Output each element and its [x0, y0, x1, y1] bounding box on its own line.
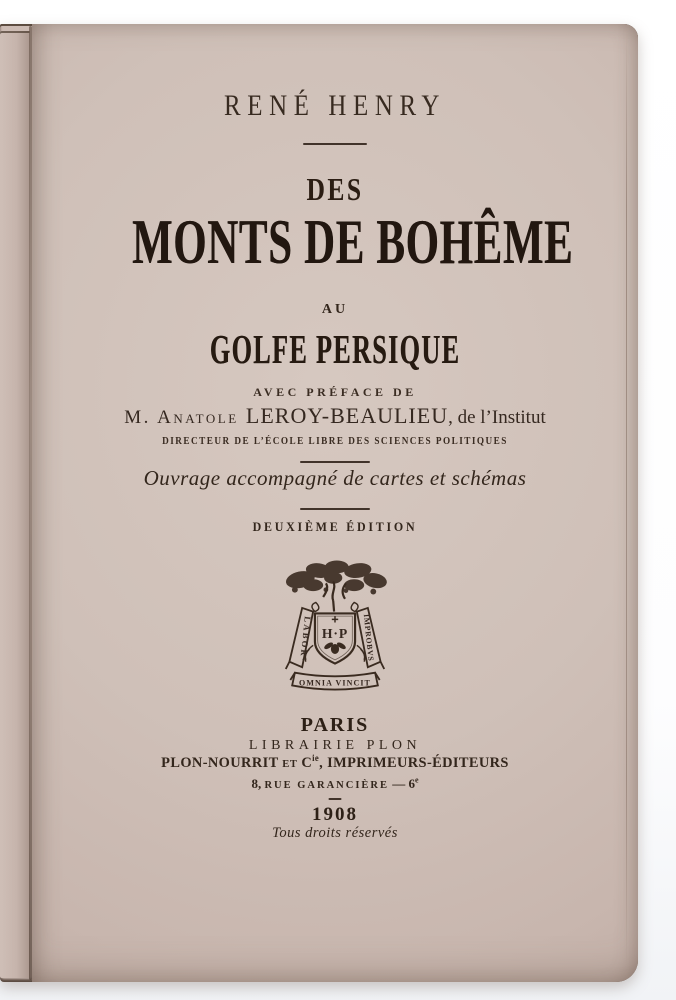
emblem-monogram: H·P: [321, 626, 349, 642]
author-name: RENÉ HENRY: [223, 89, 447, 122]
title-line-golfe: GOLFE PERSIQUE: [209, 326, 461, 372]
emblem-bee: [323, 641, 347, 654]
address-number: 8,: [251, 776, 265, 791]
book: [0, 24, 638, 982]
title-line-des: DES: [306, 171, 364, 207]
imprint-printer: [44, 753, 626, 771]
publisher-device-emblem: [32, 555, 638, 706]
page-fore-edge: [626, 38, 627, 966]
facing-page-edge: [0, 31, 30, 978]
preface-author-role: DIRECTEUR DE L’ÉCOLE LIBRE DES SCIENCES POLITIQUES: [162, 436, 508, 447]
emblem-ribbon-left-text: LABOR·: [298, 615, 313, 664]
printer-et: ET: [282, 758, 298, 770]
preface-author-name: LEROY-BEAULIEU: [245, 403, 449, 428]
title-line-au: AU: [321, 302, 349, 317]
divider-rule-note: [300, 508, 370, 510]
imprint-address: [32, 777, 638, 792]
printer-mark-icon: [273, 555, 397, 701]
preface-intro: AVEC PRÉFACE DE: [253, 385, 417, 399]
imprint-city: PARIS: [300, 714, 370, 736]
divider-rule-year: [329, 798, 342, 800]
divider-rule-preface: [300, 461, 370, 463]
printer-superscript: ie: [312, 753, 320, 763]
preface-author-suffix: , de l’Institut: [448, 407, 546, 428]
imprint-year: 1908: [312, 804, 358, 825]
edition-statement: DEUXIÈME ÉDITION: [252, 519, 418, 534]
emblem-ribbon-right-text: IMPROBVS: [361, 613, 376, 662]
divider-rule-author: [303, 143, 367, 145]
emblem-trunk: [323, 582, 346, 612]
title-line-main: MONTS DE BOHÊME: [131, 206, 574, 277]
printer-c: C: [297, 755, 313, 771]
emblem-foliage: [284, 561, 388, 595]
address-street: RUE GARANCIÈRE: [264, 780, 389, 791]
preface-author-prefix: M. Anatole: [124, 407, 246, 428]
address-tail: — 6: [389, 776, 415, 791]
title-page: [32, 24, 638, 982]
maps-note: Ouvrage accompagné de cartes et schémas: [143, 466, 527, 490]
printer-prefix: PLON-NOURRIT: [161, 755, 283, 771]
emblem-cross: [332, 616, 338, 622]
preface-author: [32, 405, 638, 427]
emblem-banner-text: OMNIA VINCIT: [299, 678, 371, 688]
printer-suffix: , IMPRIMEURS-ÉDITEURS: [319, 755, 509, 771]
imprint-publisher: LIBRAIRIE PLON: [248, 738, 422, 753]
address-superscript: e: [415, 775, 419, 785]
rights-statement: Tous droits réservés: [272, 825, 398, 841]
